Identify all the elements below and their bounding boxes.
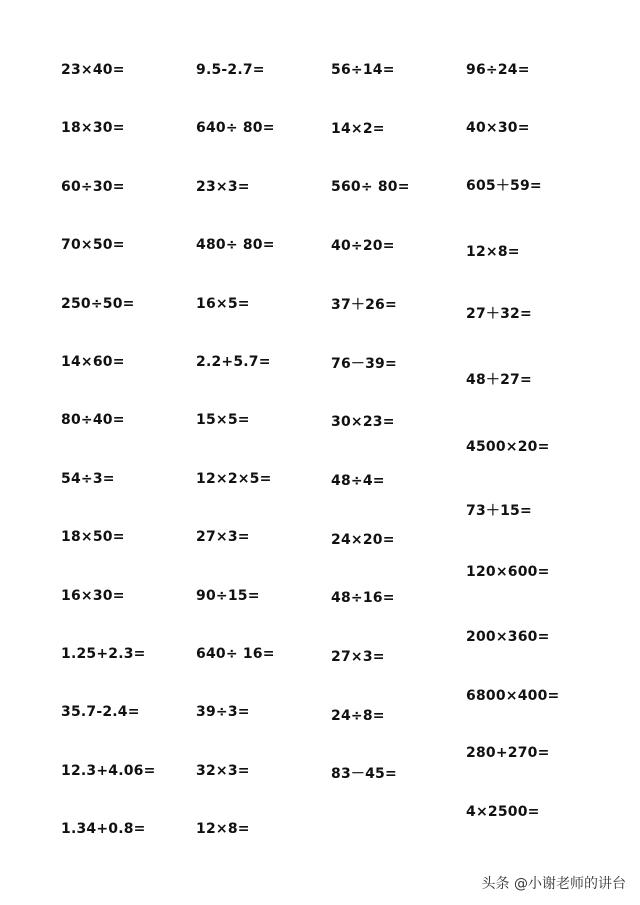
math-problem: 250÷50= (61, 296, 135, 312)
math-problem: 12×2×5= (196, 471, 272, 487)
math-problem: 39÷3= (196, 704, 250, 720)
math-problem: 27×3= (331, 649, 385, 665)
math-problem: 27×3= (196, 529, 250, 545)
math-problem: 4×2500= (466, 804, 540, 820)
math-problem: 76－39= (331, 356, 397, 372)
math-problem: 54÷3= (61, 471, 115, 487)
math-problem: 48＋27= (466, 372, 532, 388)
math-problem: 12.3+4.06= (61, 763, 156, 779)
math-problem: 12×8= (196, 821, 250, 837)
math-problem: 83－45= (331, 766, 397, 782)
math-problem: 560÷ 80= (331, 179, 410, 195)
math-problem: 48÷16= (331, 590, 395, 606)
math-problem: 9.5-2.7= (196, 62, 265, 78)
problem-column-4 (466, 0, 606, 905)
math-problem: 70×50= (61, 237, 125, 253)
math-problem: 73＋15= (466, 503, 532, 519)
math-problem: 2.2+5.7= (196, 354, 271, 370)
problem-column-1 (61, 0, 201, 905)
math-problem: 40×30= (466, 120, 530, 136)
math-problem: 14×60= (61, 354, 125, 370)
watermark: 头条 @小谢老师的讲台 (481, 876, 626, 892)
math-problem: 605＋59= (466, 178, 542, 194)
math-problem: 35.7-2.4= (61, 704, 140, 720)
math-problem: 27＋32= (466, 306, 532, 322)
math-problem: 15×5= (196, 412, 250, 428)
math-problem: 40÷20= (331, 238, 395, 254)
math-problem: 4500×20= (466, 439, 550, 455)
math-problem: 37＋26= (331, 297, 397, 313)
math-problem: 24÷8= (331, 708, 385, 724)
math-problem: 18×50= (61, 529, 125, 545)
problem-column-2 (196, 0, 336, 905)
math-problem: 16×5= (196, 296, 250, 312)
math-problem: 1.25+2.3= (61, 646, 146, 662)
math-problem: 48÷4= (331, 473, 385, 489)
math-problem: 18×30= (61, 120, 125, 136)
math-problem: 56÷14= (331, 62, 395, 78)
math-problem: 480÷ 80= (196, 237, 275, 253)
math-problem: 24×20= (331, 532, 395, 548)
math-problem: 90÷15= (196, 588, 260, 604)
math-problem: 6800×400= (466, 688, 560, 704)
math-problem: 280+270= (466, 745, 550, 761)
math-problem: 640÷ 16= (196, 646, 275, 662)
math-problem: 16×30= (61, 588, 125, 604)
math-problem: 12×8= (466, 244, 520, 260)
math-problem: 23×40= (61, 62, 125, 78)
math-problem: 1.34+0.8= (61, 821, 146, 837)
math-problem: 640÷ 80= (196, 120, 275, 136)
math-problem: 60÷30= (61, 179, 125, 195)
math-problem: 120×600= (466, 564, 550, 580)
math-problem: 80÷40= (61, 412, 125, 428)
problem-column-3 (331, 0, 471, 905)
math-problem: 32×3= (196, 763, 250, 779)
math-problem: 30×23= (331, 414, 395, 430)
math-problem: 200×360= (466, 629, 550, 645)
math-problem: 14×2= (331, 121, 385, 137)
math-problem: 23×3= (196, 179, 250, 195)
math-problem: 96÷24= (466, 62, 530, 78)
